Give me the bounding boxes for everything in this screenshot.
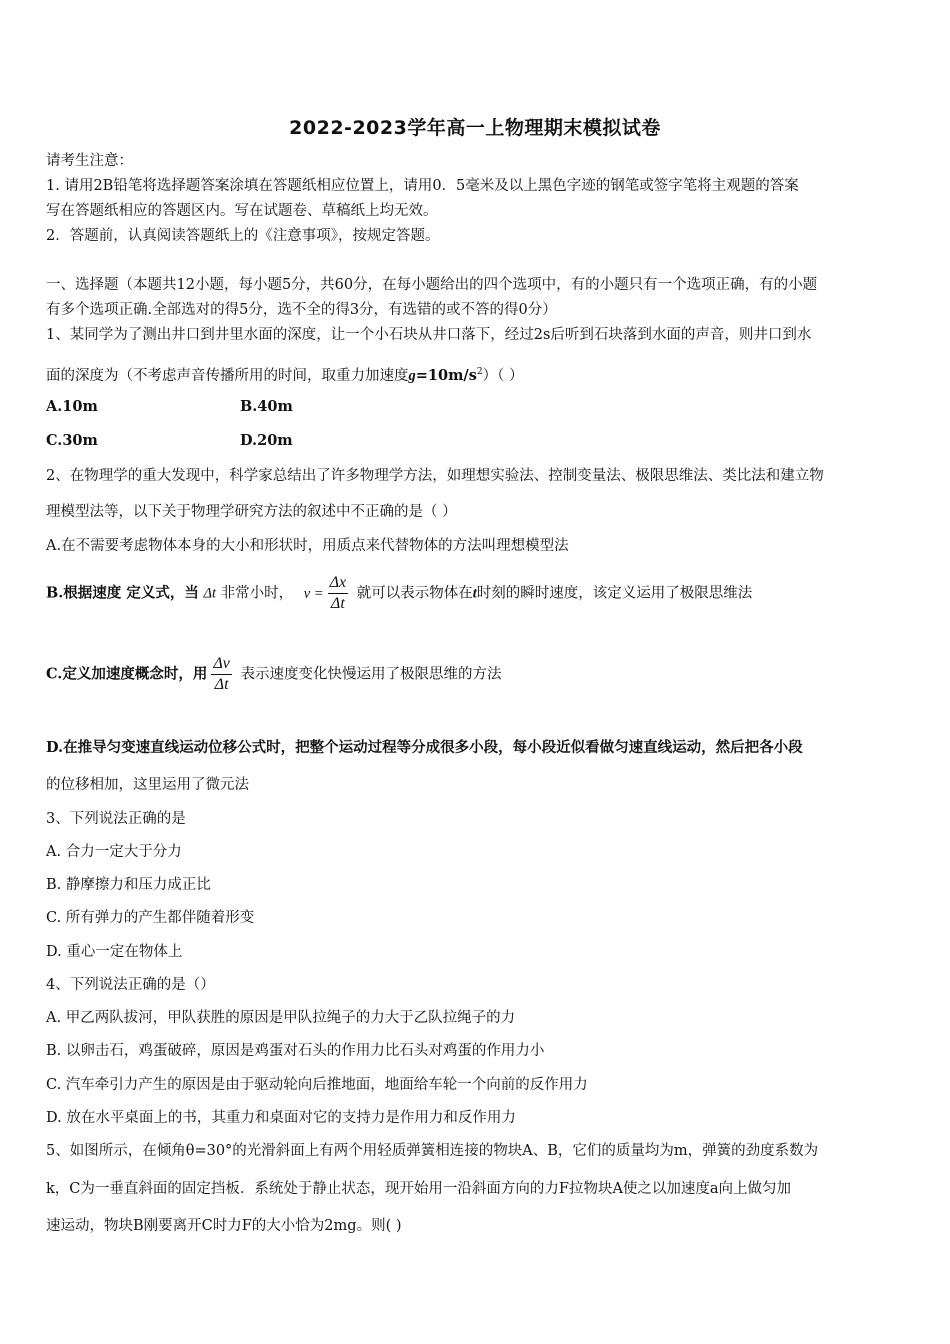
notice-item-1-line-1: 1. 请用2B铅笔将选择题答案涂填在答题纸相应位置上，请用0．5毫米及以上黑色字迹的钢笔或签字笔将主观题的答案 — [46, 178, 799, 194]
q2-option-c-text-1: C.定义加速度概念时，用 — [46, 665, 208, 683]
q1-g-symbol: g — [408, 367, 416, 384]
q1-stem-text: 面的深度为（不考虑声音传播所用的时间，取重力加速度 — [46, 367, 409, 384]
q3-option-c: C. 所有弹力的产生都伴随着形变 — [46, 910, 255, 926]
q2-option-c-text-2: 表示速度变化快慢运用了极限思维的方法 — [235, 666, 502, 683]
notice-item-1-line-2: 写在答题纸相应的答题区内。写在试题卷、草稿纸上均无效。 — [46, 203, 438, 219]
notice-heading: 请考生注意： — [46, 153, 133, 169]
fraction-denominator: Δt — [330, 595, 345, 612]
notice-item-2: 2．答题前，认真阅读答题纸上的《注意事项》，按规定答题。 — [46, 228, 440, 244]
q1-option-d: D.20m — [240, 432, 293, 449]
q5-stem-line-2: k，C为一垂直斜面的固定挡板．系统处于静止状态，现开始用一沿斜面方向的力F拉物块A使之以加速度a向上做匀加 — [46, 1181, 792, 1197]
q1-option-a: A.10m — [46, 398, 98, 415]
q4-option-b: B. 以卵击石，鸡蛋破碎，原因是鸡蛋对石头的作用力比石头对鸡蛋的作用力小 — [46, 1043, 545, 1059]
q4-option-c: C. 汽车牵引力产生的原因是由于驱动轮向后推地面，地面给车轮一个向前的反作用力 — [46, 1077, 588, 1093]
fraction-numerator: Δv — [211, 654, 232, 675]
q2-option-b — [46, 573, 906, 614]
q2-option-a: A.在不需要考虑物体本身的大小和形状时，用质点来代替物体的方法叫理想模型法 — [46, 538, 569, 554]
q2-option-b-fraction — [328, 573, 349, 614]
q2-option-b-t: t — [472, 585, 477, 602]
page-title: 2022-2023学年高一上物理期末模拟试卷 — [289, 117, 661, 139]
q2-option-b-text-2: 非常小时， — [216, 585, 294, 602]
q2-option-d-line-2: 的位移相加，这里运用了微元法 — [46, 777, 249, 793]
q2-option-b-text-1: B.根据速度 定义式，当 — [46, 584, 199, 602]
q5-stem-line-1: 5、如图所示，在倾角θ=30°的光滑斜面上有两个用轻质弹簧相连接的物块A、B，它们的质量均为m，弹簧的劲度系数为 — [46, 1143, 819, 1159]
q1-answer-bracket: ）（ ） — [482, 367, 524, 384]
q3-option-a: A. 合力一定大于分力 — [46, 844, 182, 860]
q1-option-c: C.30m — [46, 432, 98, 449]
q5-stem-line-3: 速运动，物块B刚要离开C时力F的大小恰为2mg。则( ) — [46, 1218, 402, 1234]
q2-option-c — [46, 654, 906, 695]
q2-option-c-fraction — [211, 654, 232, 695]
fraction-denominator: Δt — [214, 676, 229, 693]
q2-stem-line-2: 理模型法等，以下关于物理学研究方法的叙述中不正确的是（ ） — [46, 504, 457, 520]
q2-option-b-v-equals: v = — [303, 585, 324, 602]
q1-g-value: =10m/s — [415, 366, 477, 384]
q1-g-exponent: 2 — [476, 367, 483, 377]
q1-stem-line-2 — [46, 362, 906, 386]
q3-option-b: B. 静摩擦力和压力成正比 — [46, 877, 211, 893]
q4-option-a: A. 甲乙两队拔河，甲队获胜的原因是甲队拉绳子的力大于乙队拉绳子的力 — [46, 1010, 516, 1026]
q2-option-b-text-4: 时刻的瞬时速度，该定义运用了极限思维法 — [476, 585, 753, 602]
q1-stem-line-1: 1、某同学为了测出井口到井里水面的深度，让一个小石块从井口落下，经过2s后听到石块落到水面的声音，则井口到水 — [46, 327, 812, 343]
q2-option-d-line-1: D.在推导匀变速直线运动位移公式时，把整个运动过程等分成很多小段，每小段近似看做匀速直线运动，然后把各小段 — [46, 739, 803, 756]
fraction-numerator: Δx — [328, 573, 349, 594]
q4-option-d: D. 放在水平桌面上的书，其重力和桌面对它的支持力是作用力和反作用力 — [46, 1110, 516, 1126]
q2-option-b-text-3: 就可以表示物体在 — [352, 585, 473, 602]
section-heading-line-1: 一、选择题（本题共12小题，每小题5分，共60分，在每小题给出的四个选项中，有的小题只有一个选项正确，有的小题 — [46, 277, 818, 293]
q2-stem-line-1: 2、在物理学的重大发现中，科学家总结出了许多物理学方法，如理想实验法、控制变量法、极限思维法、类比法和建立物 — [46, 468, 824, 484]
q4-stem: 4、下列说法正确的是（） — [46, 977, 215, 993]
q2-option-b-dt: Δt — [203, 585, 217, 602]
q1-option-b: B.40m — [240, 398, 293, 415]
q3-option-d: D. 重心一定在物体上 — [46, 944, 183, 960]
section-heading-line-2: 有多个选项正确.全部选对的得5分，选不全的得3分，有选错的或不答的得0分） — [46, 302, 557, 318]
q3-stem: 3、下列说法正确的是 — [46, 811, 186, 827]
